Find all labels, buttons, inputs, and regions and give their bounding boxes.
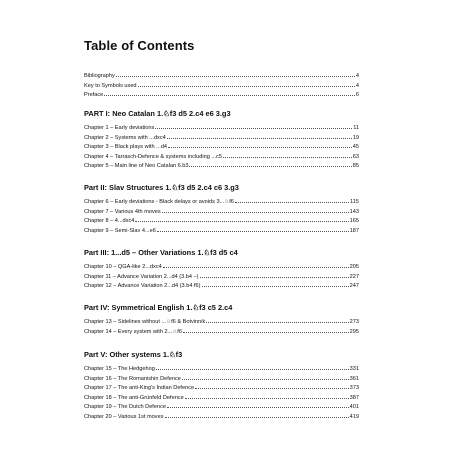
toc-entry — [84, 133, 359, 143]
entry-page: 331 — [349, 366, 359, 372]
entry-label: Key to Symbols used — [84, 82, 137, 89]
dot-leader — [182, 374, 349, 380]
entry-label: Chapter 14 – Every system with 2...♘f6 — [84, 328, 182, 335]
entry-page: 63 — [352, 153, 359, 160]
toc-entry — [84, 142, 359, 152]
toc-entry — [84, 207, 359, 217]
entry-label: Chapter 3 – Black plays with ...d4 — [84, 144, 168, 151]
entry-page: 4 — [355, 82, 359, 89]
toc-entry — [84, 81, 359, 91]
entry-label: Chapter 10 – QGA-like 2...dxc4 — [84, 264, 162, 270]
entry-label: Chapter 6 – Early deviations - Black delays or avoids 3...♘f6 — [84, 199, 234, 205]
entry-label: Preface — [84, 92, 104, 99]
entry-label: Chapter 16 – The Romanishin Defence — [84, 375, 181, 382]
dot-leader — [183, 327, 349, 333]
entry-label: Chapter 18 – The anti-Grünfeld Defence — [84, 394, 184, 401]
toc-entry — [84, 317, 359, 327]
part-heading: PART I: Neo Catalan 1.♘f3 d5 2.c4 e6 3.g3 — [84, 109, 231, 118]
entry-page: 401 — [349, 404, 359, 411]
entry-label: Chapter 20 – Various 1st moves — [84, 413, 164, 420]
toc-entry — [84, 327, 359, 337]
part-heading: Part V: Other systems 1.♘f3 — [84, 350, 183, 359]
toc-entry — [84, 281, 359, 291]
entry-label: Chapter 17 – The anti-King's Indian Defence — [84, 385, 195, 392]
page-title: Table of Contents — [84, 38, 195, 53]
entry-page: 19 — [352, 134, 359, 141]
entry-label: Chapter 9 – Semi-Slav 4...e6 — [84, 227, 156, 234]
dot-leader — [195, 383, 349, 389]
dot-leader — [104, 90, 355, 96]
toc-entry — [84, 197, 359, 207]
dot-leader — [200, 272, 349, 278]
entry-label: Chapter 11 – Advance Variation 2...d4 (3.b4 –) — [84, 273, 199, 280]
toc-entry — [84, 216, 359, 226]
entry-page: 11 — [353, 125, 359, 131]
entry-page: 6 — [355, 92, 359, 99]
part-heading: Part III: 1...d5 – Other Variations 1.♘f3 d5 c4 — [84, 248, 238, 257]
dot-leader — [165, 412, 349, 418]
dot-leader — [116, 71, 355, 77]
dot-leader — [206, 317, 348, 323]
entry-label: Chapter 1 – Early deviations — [84, 125, 155, 131]
dot-leader — [157, 226, 349, 232]
part-chapters — [84, 197, 359, 235]
entry-label: Chapter 15 – The Hedgehog — [84, 366, 155, 372]
entry-page: 205 — [349, 264, 359, 270]
entry-page: 295 — [349, 328, 359, 335]
entry-label: Chapter 8 – 4...dxc4 — [84, 218, 135, 225]
part-chapters — [84, 317, 359, 336]
toc-entry — [84, 402, 359, 412]
part-heading: Part IV: Symmetrical English 1.♘f3 c5 2.c4 — [84, 303, 233, 312]
toc-entry — [84, 393, 359, 403]
entry-label: Chapter 4 – Tarrasch-Defence & systems including ...c5 — [84, 153, 222, 160]
entry-page: 85 — [352, 163, 359, 170]
entry-page: 45 — [352, 144, 359, 151]
dot-leader — [168, 142, 352, 148]
entry-label: Chapter 13 – Sidelines without ...♘f6 & Botvinnik — [84, 319, 206, 325]
entry-page: 165 — [349, 218, 359, 225]
dot-leader — [189, 161, 351, 167]
entry-page: 387 — [349, 394, 359, 401]
entry-page: 143 — [349, 208, 359, 215]
dot-leader — [185, 393, 349, 399]
part-chapters — [84, 262, 359, 291]
entry-label: Chapter 5 – Main line of Neo Catalan 6.b3 — [84, 163, 189, 170]
toc-entry — [84, 412, 359, 422]
dot-leader — [167, 402, 349, 408]
dot-leader — [202, 281, 349, 287]
part-chapters — [84, 123, 359, 171]
entry-label: Chapter 2 – Systems with ...dxc4 — [84, 134, 166, 141]
entry-page: 115 — [350, 199, 359, 205]
entry-label: Chapter 19 – The Dutch Defence — [84, 404, 166, 411]
dot-leader — [223, 152, 352, 158]
toc-entry — [84, 364, 359, 374]
dot-leader — [162, 207, 349, 213]
entry-page: 373 — [349, 385, 359, 392]
dot-leader — [167, 133, 352, 139]
toc-entry — [84, 152, 359, 162]
part-chapters — [84, 364, 359, 422]
toc-entry — [84, 262, 359, 272]
entry-label: Bibliography — [84, 73, 115, 79]
toc-entry — [84, 71, 359, 81]
entry-page: 361 — [349, 375, 359, 382]
part-heading: Part II: Slav Structures 1.♘f3 d5 2.c4 c6 3.g3 — [84, 183, 239, 192]
toc-entry — [84, 90, 359, 100]
dot-leader — [163, 262, 349, 268]
dot-leader — [138, 81, 355, 87]
entry-page: 419 — [349, 413, 359, 420]
entry-label: Chapter 12 – Advance Variation 2...d4 (3.b4 f6) — [84, 283, 201, 290]
front-matter — [84, 71, 359, 100]
entry-page: 187 — [349, 227, 359, 234]
toc-entry — [84, 123, 359, 133]
entry-page: 227 — [349, 273, 359, 280]
toc-entry — [84, 226, 359, 236]
entry-page: 247 — [349, 283, 359, 290]
dot-leader — [155, 123, 352, 129]
dot-leader — [235, 197, 349, 203]
entry-page: 4 — [355, 73, 359, 79]
toc-entry — [84, 272, 359, 282]
entry-page: 273 — [349, 319, 359, 325]
dot-leader — [156, 364, 349, 370]
entry-label: Chapter 7 – Various 4th moves — [84, 208, 161, 215]
toc-entry — [84, 161, 359, 171]
toc-entry — [84, 383, 359, 393]
dot-leader — [135, 216, 348, 222]
toc-entry — [84, 374, 359, 384]
